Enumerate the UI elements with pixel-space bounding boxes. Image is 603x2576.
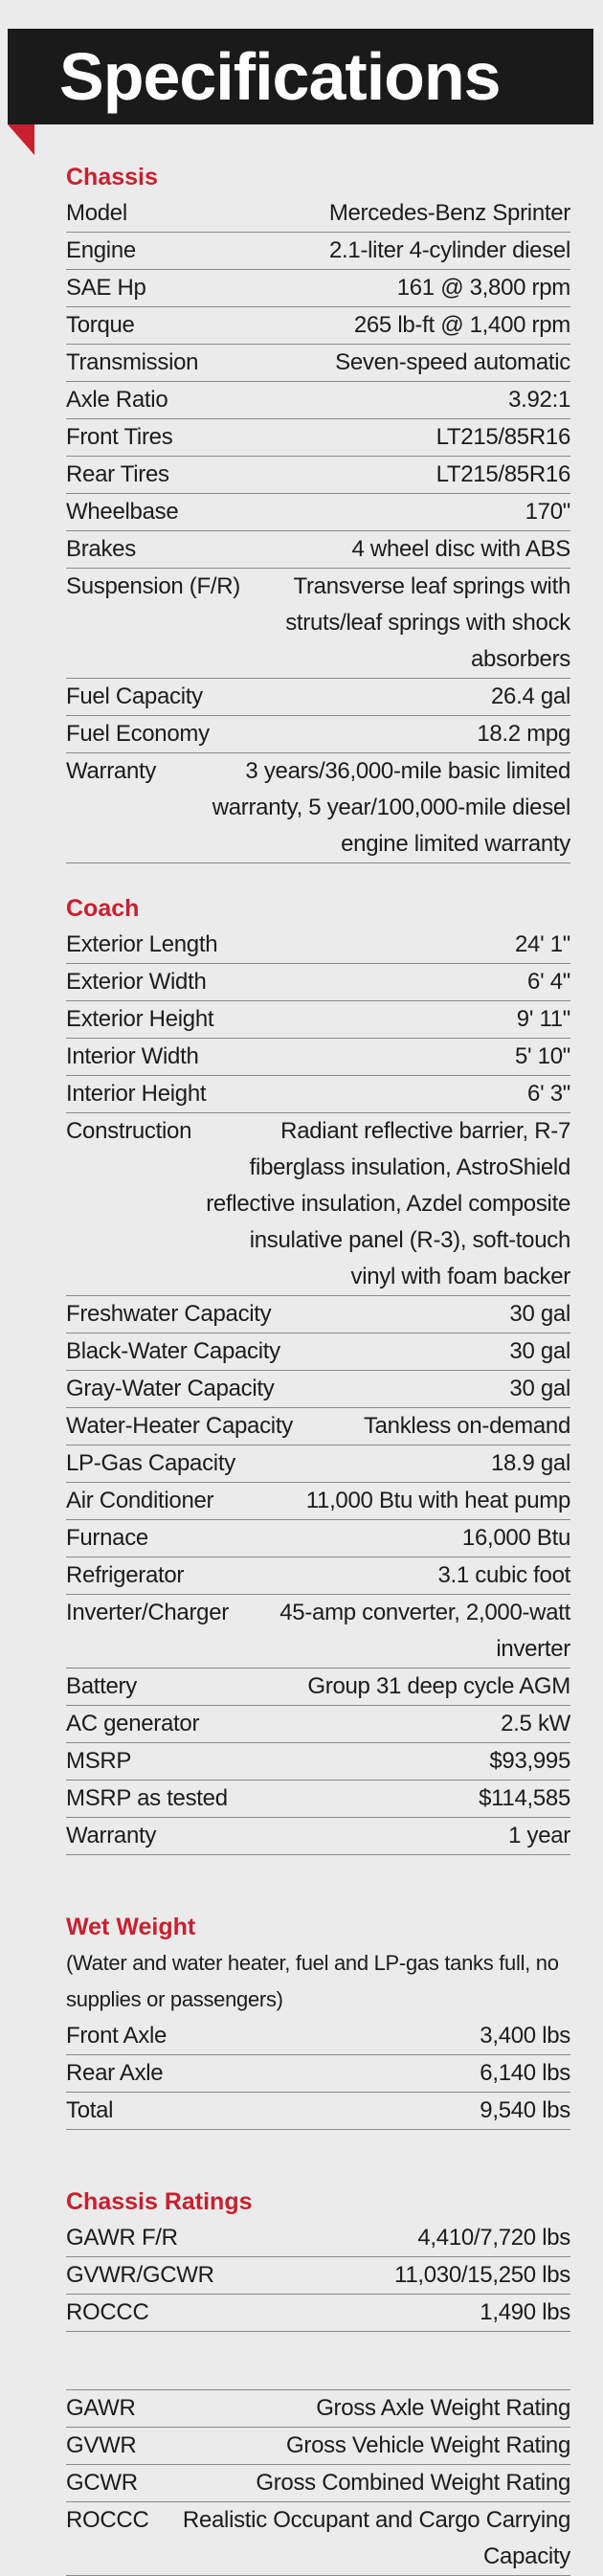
section-title-coach: Coach	[66, 895, 140, 922]
spec-label: Fuel Capacity	[66, 683, 203, 709]
spec-row	[66, 2465, 570, 2502]
spec-label: Axle Ratio	[66, 387, 168, 413]
spec-value: Tankless on-demand	[363, 1413, 570, 1439]
spec-value: 11,000 Btu with heat pump	[305, 1488, 570, 1513]
spec-value: 30 gal	[509, 1376, 570, 1401]
spec-row	[66, 2220, 570, 2257]
spec-row	[66, 2018, 570, 2055]
spec-value: 3,400 lbs	[480, 2023, 570, 2049]
spec-row	[66, 2502, 570, 2576]
spacer	[66, 2130, 570, 2187]
spec-value: 265 lb-ft @ 1,400 rpm	[353, 312, 570, 338]
spec-label: Inverter/Charger	[66, 1600, 229, 1625]
spacer	[66, 863, 570, 894]
spec-label: MSRP as tested	[66, 1785, 228, 1811]
spacer	[66, 2332, 570, 2389]
spec-row	[66, 494, 570, 531]
spec-value: 4,410/7,720 lbs	[417, 2225, 570, 2251]
spec-row	[66, 307, 570, 345]
spec-value: 30 gal	[509, 1301, 570, 1327]
spec-label: MSRP	[66, 1748, 132, 1774]
spec-value: 30 gal	[509, 1338, 570, 1364]
spec-row	[66, 716, 570, 753]
spec-value: 2.1-liter 4-cylinder diesel	[328, 237, 570, 263]
spec-label: Wheelbase	[66, 499, 179, 525]
spec-content	[66, 163, 570, 2576]
spec-value: Transverse leaf springs with struts/leaf springs with shock absorbers	[285, 573, 570, 672]
spec-value: 16,000 Btu	[461, 1525, 570, 1551]
spec-row	[66, 1669, 570, 1706]
spec-row	[66, 569, 570, 679]
spec-label: Black-Water Capacity	[66, 1338, 280, 1364]
spec-row	[66, 1039, 570, 1076]
spec-label: GVWR	[66, 2432, 137, 2458]
spec-label: Front Tires	[66, 424, 173, 450]
spec-value: 6' 4"	[527, 969, 570, 995]
spec-value: 24' 1"	[514, 931, 570, 957]
spec-row	[66, 2295, 570, 2332]
wet-weight-note: (Water and water heater, fuel and LP-gas tanks full, no supplies or passengers)	[66, 1951, 559, 2011]
glossary-section	[66, 2390, 570, 2576]
spec-label: Warranty	[66, 758, 157, 784]
spec-label: GVWR/GCWR	[66, 2262, 214, 2288]
spec-label: GAWR	[66, 2395, 136, 2421]
spec-label: Transmission	[66, 349, 199, 375]
spec-row	[66, 1743, 570, 1781]
spec-label: Interior Height	[66, 1081, 207, 1107]
banner-fold-accent	[8, 124, 34, 155]
spec-label: Rear Axle	[66, 2060, 164, 2086]
spec-row	[66, 419, 570, 457]
spec-row	[66, 1001, 570, 1039]
spec-label: Total	[66, 2097, 114, 2123]
spec-row	[66, 927, 570, 964]
spec-label: ROCCC	[66, 2299, 149, 2325]
spec-row	[66, 270, 570, 307]
spec-row	[66, 1076, 570, 1113]
spec-label: Interior Width	[66, 1043, 199, 1069]
spec-value: 26.4 gal	[490, 683, 570, 709]
spec-label: Brakes	[66, 536, 136, 562]
spec-row	[66, 1595, 570, 1669]
spec-row	[66, 195, 570, 233]
spec-label: Exterior Length	[66, 931, 218, 957]
spec-row	[66, 1483, 570, 1520]
spec-row	[66, 2390, 570, 2428]
spec-row	[66, 1706, 570, 1743]
spec-label: Battery	[66, 1673, 137, 1699]
spec-label: Refrigerator	[66, 1562, 185, 1588]
spec-value: Group 31 deep cycle AGM	[307, 1673, 570, 1699]
spec-value: 161 @ 3,800 rpm	[396, 275, 570, 301]
spec-row	[66, 1333, 570, 1371]
spec-label: Engine	[66, 237, 136, 263]
wet-weight-section	[66, 1913, 570, 2130]
spec-row	[66, 679, 570, 716]
chassis-ratings-section	[66, 2187, 570, 2332]
spec-value: 4 wheel disc with ABS	[351, 536, 570, 562]
spec-row	[66, 457, 570, 494]
spec-row	[66, 233, 570, 270]
spec-value: 2.5 kW	[501, 1711, 570, 1736]
spec-label: Air Conditioner	[66, 1488, 214, 1513]
spec-row	[66, 1818, 570, 1855]
spec-value: 1 year	[508, 1823, 570, 1848]
spec-row	[66, 753, 570, 863]
spec-label: Suspension (F/R)	[66, 573, 240, 599]
section-title-chassis-ratings: Chassis Ratings	[66, 2188, 253, 2215]
spec-label: Warranty	[66, 1823, 157, 1848]
spec-label: Exterior Height	[66, 1006, 214, 1032]
chassis-rows	[66, 195, 570, 863]
spec-value: Gross Axle Weight Rating	[316, 2395, 570, 2421]
spec-value: $93,995	[489, 1748, 570, 1774]
page-title: Specifications	[59, 39, 501, 114]
section-title-wet-weight: Wet Weight	[66, 1914, 196, 1940]
spec-label: Gray-Water Capacity	[66, 1376, 275, 1401]
spec-label: Front Axle	[66, 2023, 168, 2049]
spec-value: 170"	[525, 499, 570, 525]
spec-row	[66, 2093, 570, 2130]
spec-row	[66, 531, 570, 569]
spec-value: 3.1 cubic foot	[437, 1562, 570, 1588]
spec-value: Mercedes-Benz Sprinter	[328, 200, 570, 226]
chassis-section	[66, 163, 570, 863]
spec-row	[66, 345, 570, 382]
spec-value: 3 years/36,000-mile basic limited warranty, 5 year/100,000-mile diesel engine limited warranty	[212, 758, 570, 857]
spec-value: 6' 3"	[527, 1081, 570, 1107]
spec-label: Construction	[66, 1118, 192, 1144]
spec-label: Model	[66, 200, 127, 226]
spec-row	[66, 1296, 570, 1333]
spec-value: 1,490 lbs	[480, 2299, 570, 2325]
spec-label: AC generator	[66, 1711, 200, 1736]
spec-value: 3.92:1	[508, 387, 570, 413]
spec-row	[66, 2055, 570, 2093]
spec-row	[66, 1371, 570, 1408]
spec-value: 45-amp converter, 2,000-watt inverter	[279, 1600, 570, 1662]
glossary-rows	[66, 2390, 570, 2576]
spec-row	[66, 964, 570, 1001]
wet-weight-rows	[66, 2018, 570, 2130]
spacer	[66, 1855, 570, 1913]
spec-value: Realistic Occupant and Cargo Carrying Capacity	[182, 2507, 570, 2569]
spec-label: GCWR	[66, 2470, 138, 2496]
spec-value: 18.2 mpg	[477, 721, 570, 747]
spec-value: $114,585	[479, 1785, 570, 1811]
spec-row	[66, 1408, 570, 1445]
spec-label: Furnace	[66, 1525, 148, 1551]
spec-value: LT215/85R16	[436, 461, 570, 487]
spec-value: 18.9 gal	[490, 1450, 570, 1476]
spec-value: Gross Combined Weight Rating	[256, 2470, 570, 2496]
spec-row	[66, 382, 570, 419]
chassis-ratings-rows	[66, 2220, 570, 2332]
spec-row	[66, 1781, 570, 1818]
spec-label: LP-Gas Capacity	[66, 1450, 235, 1476]
spec-label: GAWR F/R	[66, 2225, 178, 2251]
spec-row	[66, 2257, 570, 2295]
spec-label: Exterior Width	[66, 969, 207, 995]
spec-row	[66, 1113, 570, 1296]
spec-label: Fuel Economy	[66, 721, 210, 747]
coach-section	[66, 894, 570, 1855]
spec-value: Seven-speed automatic	[335, 349, 570, 375]
spec-row	[66, 1445, 570, 1483]
spec-value: Radiant reflective barrier, R-7 fiberglass insulation, AstroShield reflective insulation, Azdel composite insulative panel (R-3), soft-touch vinyl with foam backer	[206, 1118, 570, 1289]
coach-rows	[66, 927, 570, 1855]
spec-value: 9,540 lbs	[480, 2097, 570, 2123]
section-title-chassis: Chassis	[66, 164, 158, 190]
spec-value: Gross Vehicle Weight Rating	[286, 2432, 570, 2458]
spec-value: 9' 11"	[516, 1006, 570, 1032]
spec-label: SAE Hp	[66, 275, 146, 301]
spec-label: Water-Heater Capacity	[66, 1413, 293, 1439]
spec-label: Freshwater Capacity	[66, 1301, 272, 1327]
spec-value: 5' 10"	[514, 1043, 570, 1069]
spec-row	[66, 2428, 570, 2465]
spec-row	[66, 1557, 570, 1595]
spec-value: 6,140 lbs	[480, 2060, 570, 2086]
spec-label: Rear Tires	[66, 461, 169, 487]
spec-label: ROCCC	[66, 2507, 149, 2533]
spec-label: Torque	[66, 312, 135, 338]
spec-row	[66, 1520, 570, 1557]
spec-value: 11,030/15,250 lbs	[394, 2262, 570, 2288]
spec-value: LT215/85R16	[436, 424, 570, 450]
